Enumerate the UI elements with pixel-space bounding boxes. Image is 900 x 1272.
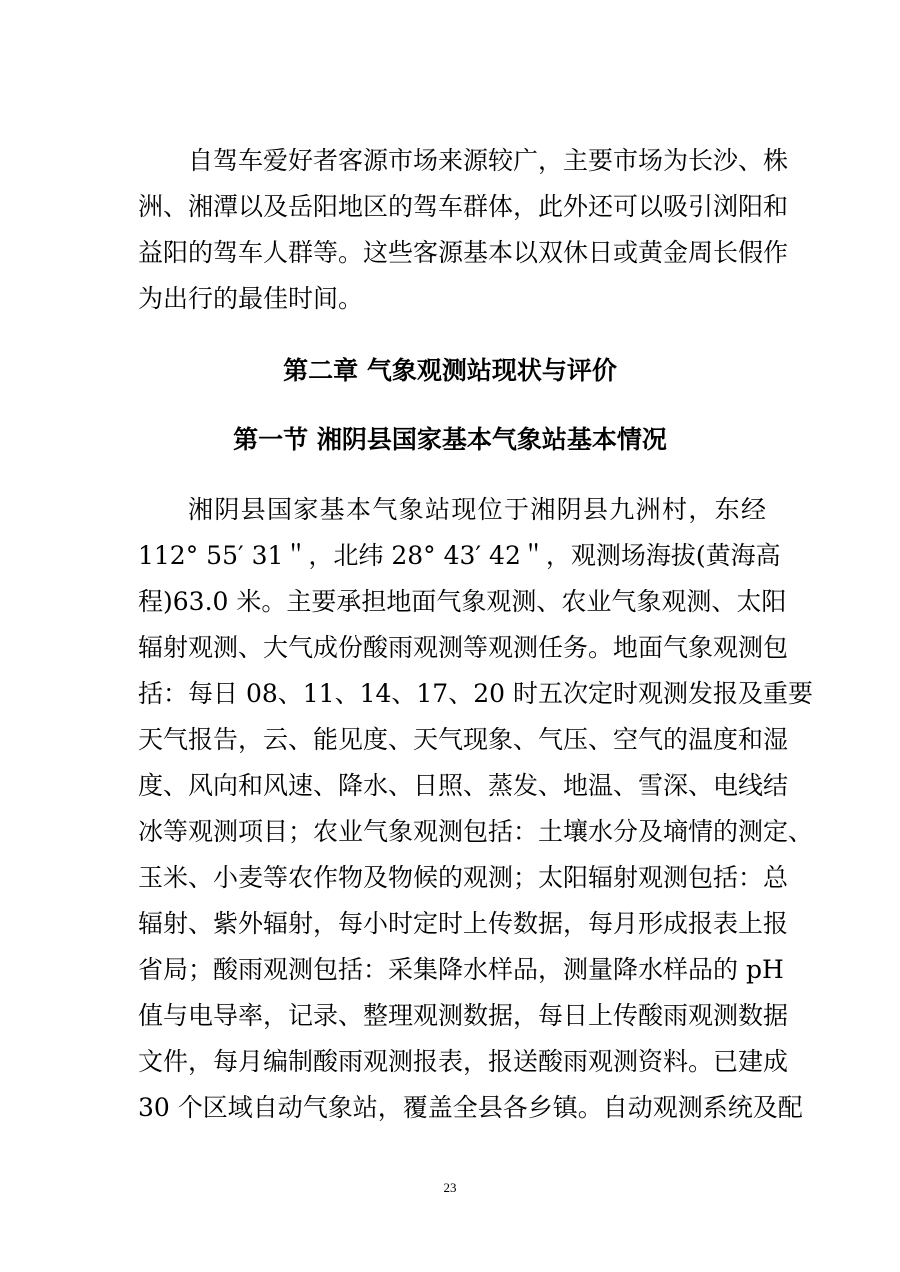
paragraph-2-line-8: 冰等观测项目；农业气象观测包括：土壤水分及墒情的测定、: [138, 817, 814, 846]
paragraph-1-line-3: 益阳的驾车人群等。这些客源基本以双休日或黄金周长假作: [138, 238, 789, 267]
paragraph-2-line-3: 程)63.0 米。主要承担地面气象观测、农业气象观测、太阳: [138, 587, 787, 616]
paragraph-1-line-4: 为出行的最佳时间。: [138, 284, 364, 313]
paragraph-2-line-13: 文件，每月编制酸雨观测报表，报送酸雨观测资料。已建成: [138, 1047, 789, 1076]
paragraph-1-line-2: 洲、湘潭以及岳阳地区的驾车群体，此外还可以吸引浏阳和: [138, 192, 789, 221]
paragraph-2-line-9: 玉米、小麦等农作物及物候的观测；太阳辐射观测包括：总: [138, 863, 789, 892]
paragraph-2-line-5: 括：每日 08、11、14、17、20 时五次定时观测发报及重要: [138, 679, 813, 708]
paragraph-2-line-4: 辐射观测、大气成份酸雨观测等观测任务。地面气象观测包: [138, 633, 789, 662]
paragraph-2-line-7: 度、风向和风速、降水、日照、蒸发、地温、雪深、电线结: [138, 771, 789, 800]
paragraph-2-line-2: 112° 55′ 31＂，北纬 28° 43′ 42＂，观测场海拔(黄海高: [138, 541, 781, 570]
chapter-heading: 第二章 气象观测站现状与评价: [283, 356, 617, 385]
paragraph-2-line-6: 天气报告，云、能见度、天气现象、气压、空气的温度和湿: [138, 725, 789, 754]
paragraph-2-line-1: 湘阴县国家基本气象站现位于湘阴县九洲村，东经: [188, 495, 766, 524]
page-number: 23: [443, 1180, 457, 1195]
paragraph-2-line-10: 辐射、紫外辐射，每小时定时上传数据，每月形成报表上报: [138, 909, 789, 938]
section-heading: 第一节 湘阴县国家基本气象站基本情况: [233, 425, 667, 454]
paragraph-2-line-12: 值与电导率，记录、整理观测数据，每日上传酸雨观测数据: [138, 1001, 789, 1030]
paragraph-2-line-11: 省局；酸雨观测包括：采集降水样品，测量降水样品的 pH: [138, 955, 784, 984]
paragraph-2-line-14: 30 个区域自动气象站，覆盖全县各乡镇。自动观测系统及配: [138, 1093, 803, 1122]
paragraph-1-line-1: 自驾车爱好者客源市场来源较广，主要市场为长沙、株: [188, 146, 789, 175]
